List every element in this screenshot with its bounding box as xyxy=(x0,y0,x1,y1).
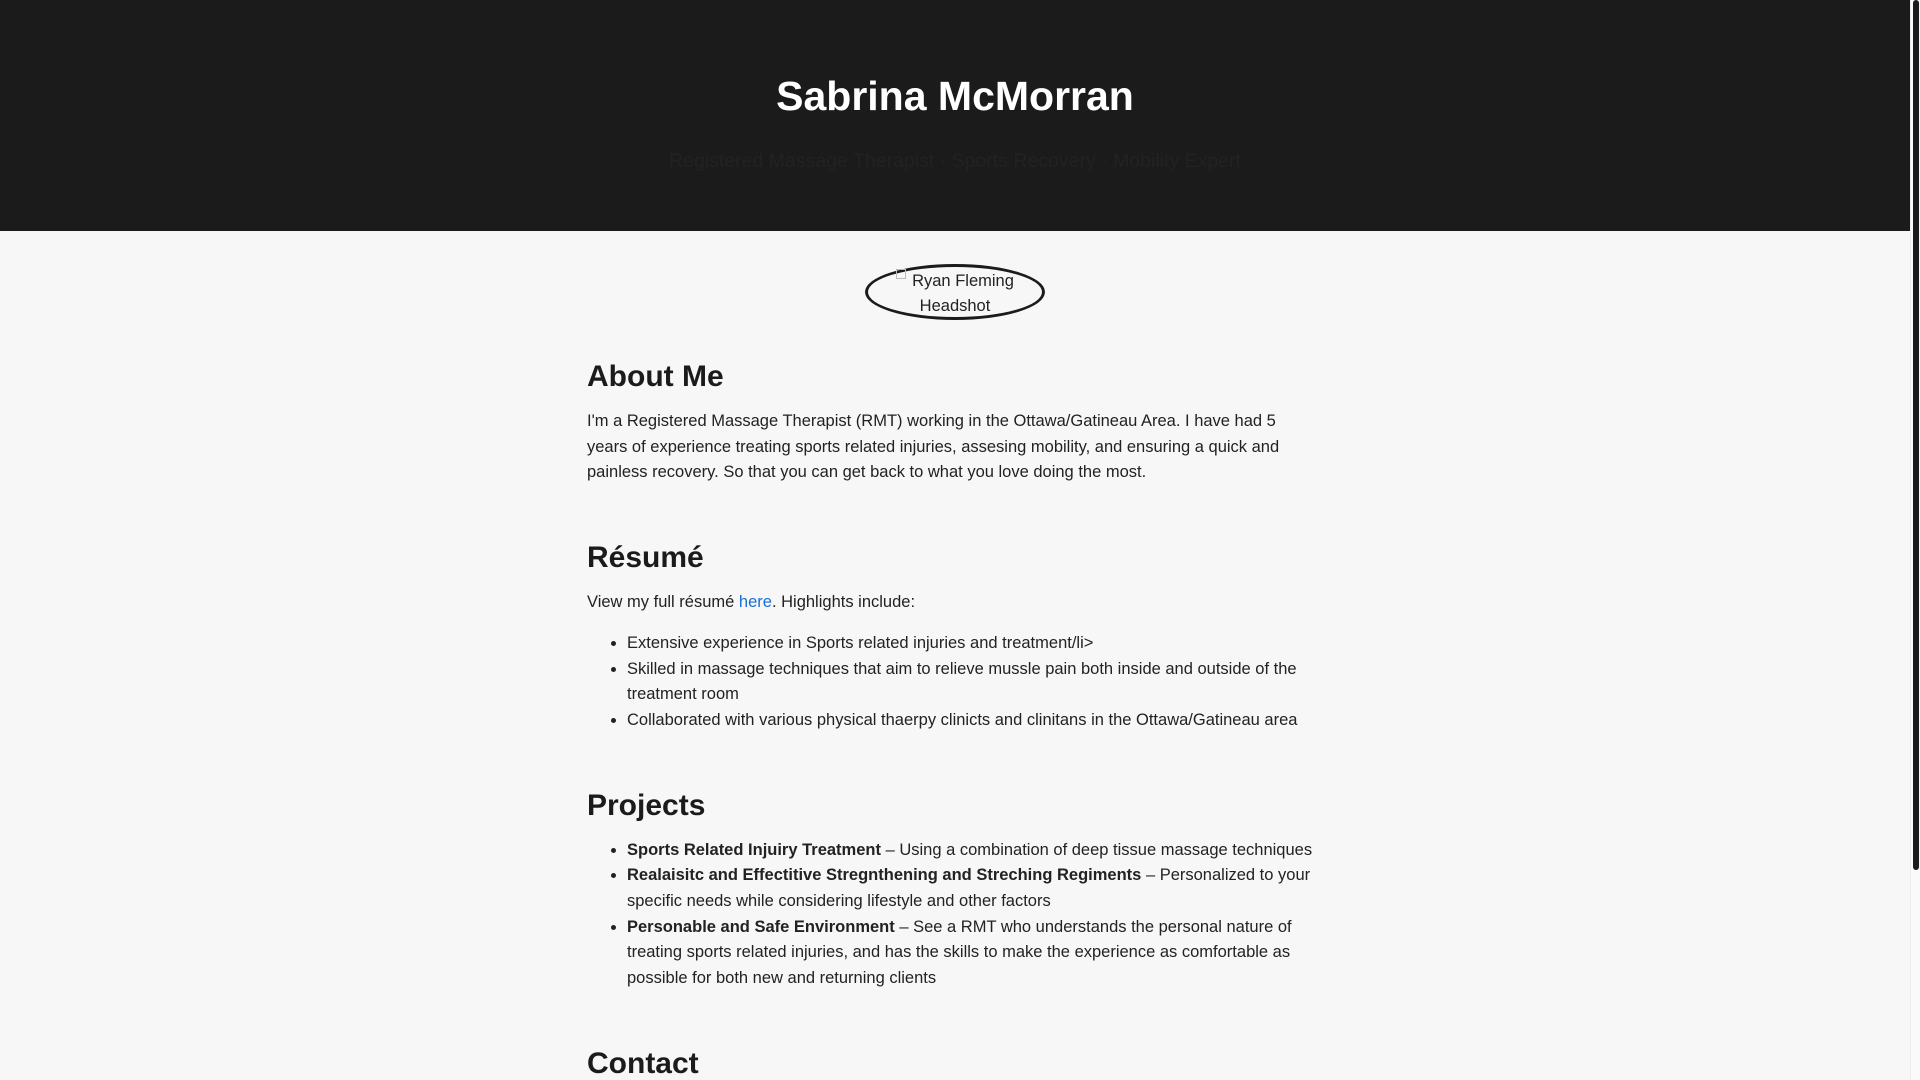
projects-section xyxy=(587,788,1319,992)
project-desc: – Personalized to your specific needs while considering lifestyle and other factors xyxy=(627,866,1311,911)
resume-section xyxy=(587,540,1319,734)
project-name: Sports Related Injuiry Treatment xyxy=(627,840,881,859)
resume-intro xyxy=(587,590,1319,616)
list-item xyxy=(627,915,1319,992)
avatar-container xyxy=(0,264,1910,320)
resume-heading: Résumé xyxy=(587,541,704,575)
tagline: Registered Massage Therapist · Sports Recovery · Mobility Expert xyxy=(669,150,1241,172)
project-desc: – Using a combination of deep tissue massage techniques xyxy=(880,840,1313,859)
site-header xyxy=(0,0,1910,231)
about-section xyxy=(587,359,1319,486)
page-title: Sabrina McMorran xyxy=(776,73,1134,119)
scrollbar-thumb[interactable] xyxy=(1913,0,1919,870)
avatar-alt-line1: Ryan Fleming xyxy=(912,272,1014,290)
resume-intro-before: View my full résumé xyxy=(587,593,739,612)
broken-image-icon xyxy=(896,269,906,279)
projects-list xyxy=(587,838,1319,992)
vertical-scrollbar[interactable] xyxy=(1910,0,1920,1080)
list-item xyxy=(627,838,1319,864)
resume-highlights xyxy=(587,631,1319,734)
project-name: Realaisitc and Effectitive Stregnthening and Streching Regiments xyxy=(627,866,1142,885)
avatar-alt-line2: Headshot xyxy=(919,297,991,315)
list-item: • Collaborated with various physical thaerpy clinicts and clinitans in the Ottawa/Gatineau area xyxy=(627,708,1319,734)
contact-heading: Contact xyxy=(587,1046,699,1080)
projects-heading: Projects xyxy=(587,788,706,822)
avatar xyxy=(865,264,1045,320)
list-item: • Extensive experience in Sports related injuries and treatment/li> xyxy=(627,631,1319,657)
resume-link[interactable]: here xyxy=(738,593,772,612)
list-item xyxy=(627,863,1319,914)
contact-section xyxy=(587,1046,1319,1080)
resume-intro-after: . Highlights include: xyxy=(771,593,916,612)
list-item: • Skilled in massage techniques that aim to relieve mussle pain both inside and outside of the treatment room xyxy=(627,657,1319,708)
project-desc: – See a RMT who understands the personal nature of treating sports related injuries, and has the skills to make the experience as comfortable as possible for both new and returning clients xyxy=(627,917,1292,988)
about-heading: About Me xyxy=(587,360,724,393)
project-name: Personable and Safe Environment xyxy=(627,917,895,936)
main-content xyxy=(587,359,1319,1080)
about-text: I'm a Registered Massage Therapist (RMT) working in the Ottawa/Gatineau Area. I have had 5 years of experience treating sports related injuries, assesing mobility, and ensuring a quick and painless recovery. So that you can get back to what you love doing the most. xyxy=(587,412,1280,482)
